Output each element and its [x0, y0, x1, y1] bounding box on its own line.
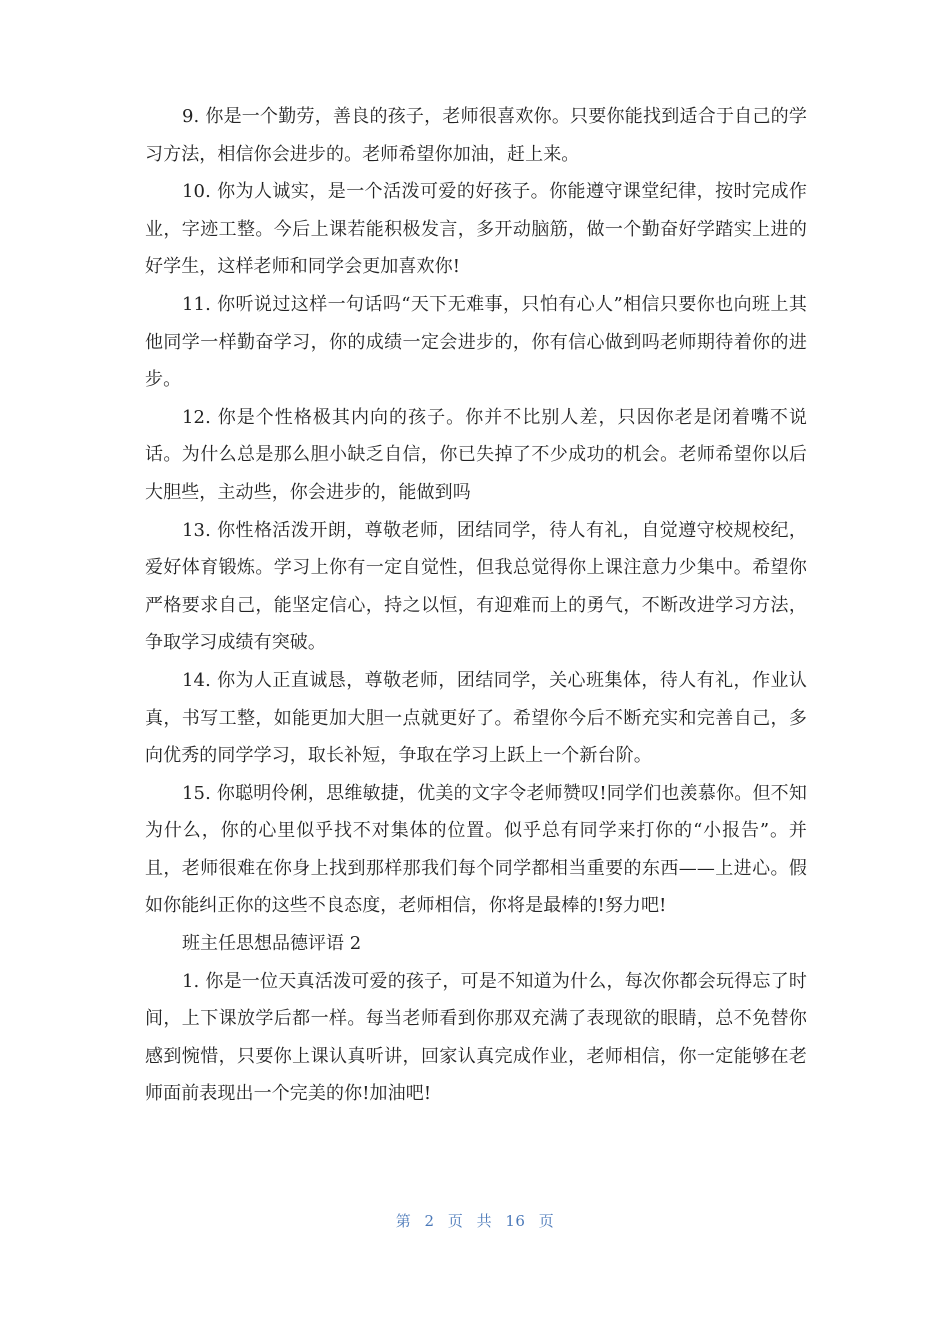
comment-paragraph-15: 15. 你聪明伶俐，思维敏捷，优美的文字令老师赞叹!同学们也羡慕你。但不知为什么，你的心里似乎找不对集体的位置。似乎总有同学来打你的“小报告”。并且，老师很难在你身上找到那样那我们每个同学都相当重要的东西——上进心。假如你能纠正你的这些不良态度，老师相信，你将是最棒的!努力吧! — [145, 782, 807, 917]
comment-paragraph-12: 12. 你是个性格极其内向的孩子。你并不比别人差，只因你老是闭着嘴不说话。为什么总是那么胆小缺乏自信，你已失掉了不少成功的机会。老师希望你以后大胆些，主动些，你会进步的，能做到吗 — [145, 406, 807, 503]
document-body — [145, 98, 807, 1113]
comment-paragraph-10: 10. 你为人诚实，是一个活泼可爱的好孩子。你能遵守课堂纪律，按时完成作业，字迹工整。今后上课若能积极发言，多开动脑筋，做一个勤奋好学踏实上进的好学生，这样老师和同学会更加喜欢你! — [145, 181, 807, 278]
comment-paragraph-11: 11. 你听说过这样一句话吗“天下无难事，只怕有心人”相信只要你也向班上其他同学一样勤奋学习，你的成绩一定会进步的，你有信心做到吗老师期待着你的进步。 — [145, 293, 807, 391]
page-number-label: 第 2 页 共 16 页 — [395, 1212, 555, 1230]
comment-paragraph-14: 14. 你为人正直诚恳，尊敬老师，团结同学，关心班集体，待人有礼，作业认真，书写工整，如能更加大胆一点就更好了。希望你今后不断充实和完善自己，多向优秀的同学学习，取长补短，争取在学习上跃上一个新台阶。 — [145, 669, 807, 767]
comment-paragraph-9: 9. 你是一个勤劳，善良的孩子，老师很喜欢你。只要你能找到适合于自己的学习方法，相信你会进步的。老师希望你加油，赶上来。 — [145, 106, 807, 165]
comment-paragraph-section2-1: 1. 你是一位天真活泼可爱的孩子，可是不知道为什么，每次你都会玩得忘了时间，上下课放学后都一样。每当老师看到你那双充满了表现欲的眼睛，总不免替你感到惋惜，只要你上课认真听讲，回家认真完成作业，老师相信，你一定能够在老师面前表现出一个完美的你!加油吧! — [145, 970, 807, 1105]
comment-paragraph-13: 13. 你性格活泼开朗，尊敬老师，团结同学，待人有礼，自觉遵守校规校纪，爱好体育锻炼。学习上你有一定自觉性，但我总觉得你上课注意力少集中。希望你严格要求自己，能坚定信心，持之以恒，有迎难而上的勇气，不断改进学习方法，争取学习成绩有突破。 — [145, 519, 807, 654]
section-heading: 班主任思想品德评语 2 — [182, 933, 362, 955]
page-footer — [0, 1210, 950, 1231]
